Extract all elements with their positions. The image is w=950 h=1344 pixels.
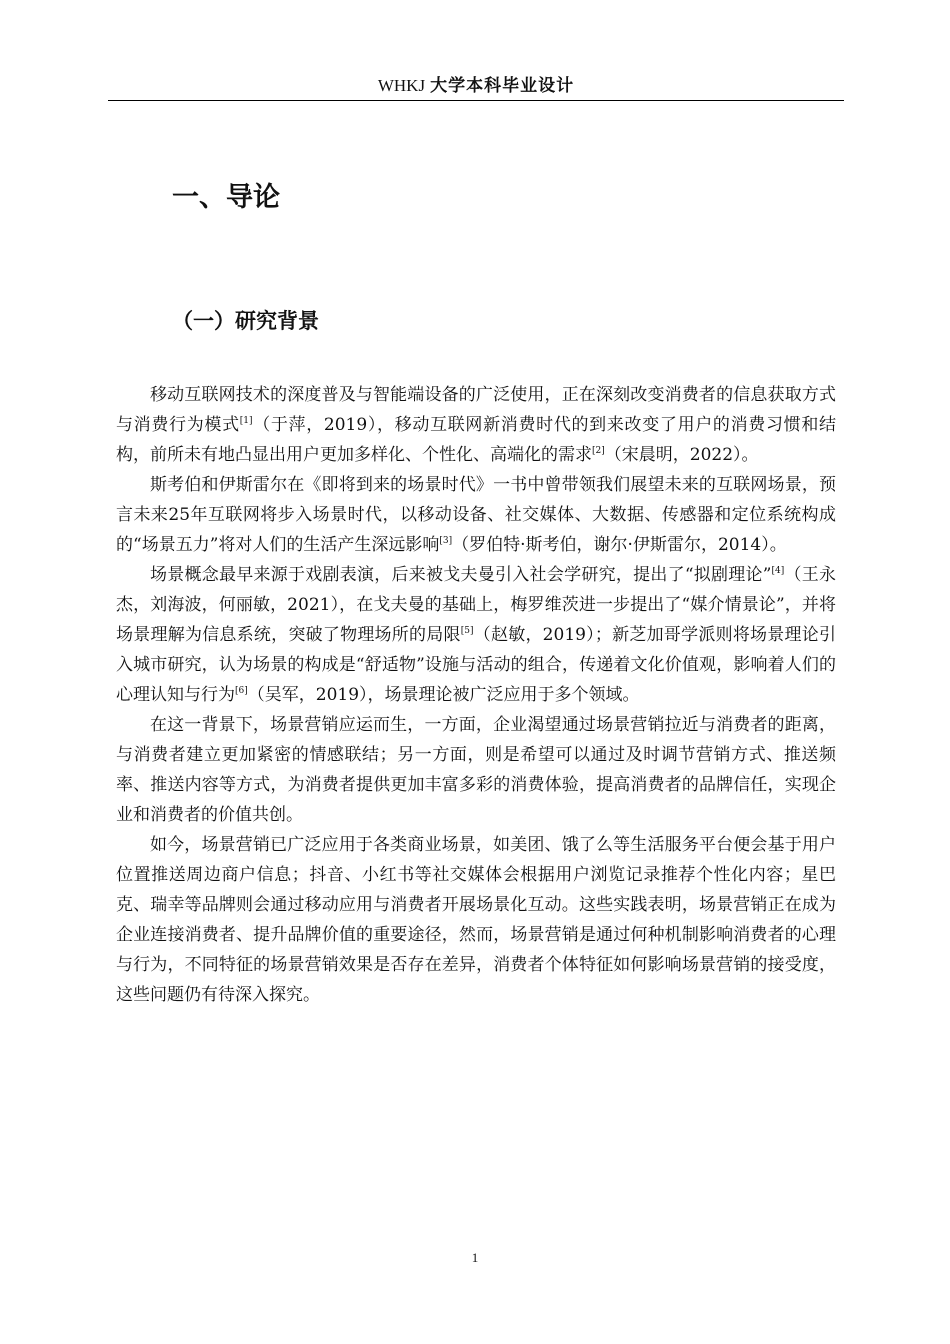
section-heading: （一）研究背景 (172, 309, 319, 333)
text-run: 在这一背景下，场景营销应运而生，一方面，企业渴望通过场景营销拉近与消费者的距离，与消费者建立更加紧密的情感联结；另一方面，则是希望可以通过及时调节营销方式、推送频率、推送内容等方式，为消费者提供更加丰富多彩的消费体验，提高消费者的品牌信任，实现企业和消费者的价值共创。 (116, 715, 836, 825)
page-number: 1 (471, 1250, 479, 1265)
citation: [3] (439, 536, 453, 546)
paragraph-5 (116, 830, 836, 1010)
paragraph-4 (116, 710, 836, 830)
text-run: 场景概念最早来源于戏剧表演，后来被戈夫曼引入社会学研究，提出了“拟剧理论” (150, 565, 772, 585)
text-run: （王永杰，刘海波，何丽敏，2021），在戈夫曼的基础上，梅罗维茨进一步提出了“媒介情景论”，并将场景理解为信息系统，突破了物理场所的局限 (116, 565, 836, 645)
text-run: （于萍，2019），移动互联网新消费时代的到来改变了用户的消费习惯和结构，前所未有地凸显出用户更加多样化、个性化、高端化的需求 (116, 415, 837, 465)
header-title: 大学本科毕业设计 (430, 76, 575, 96)
paragraph-2 (116, 470, 836, 560)
text-run: （吴军，2019），场景理论被广泛应用于多个领域。 (247, 685, 640, 705)
body-text (116, 380, 836, 1010)
text-run: （赵敏，2019）；新芝加哥学派则将场景理论引入城市研究，认为场景的构成是“舒适物”设施与活动的组合，传递着文化价值观，影响着人们的心理认知与行为 (116, 625, 837, 705)
text-run: （罗伯特·斯考伯，谢尔·伊斯雷尔，2014）。 (452, 535, 787, 555)
citation: [4] (771, 566, 785, 576)
text-run: 斯考伯和伊斯雷尔在《即将到来的场景时代》一书中曾带领我们展望未来的互联网场景，预言未来25年互联网将步入场景时代，以移动设备、社交媒体、大数据、传感器和定位系统构成的“场景五力”将对人们的生活产生深远影响 (116, 475, 836, 555)
text-run: （宋晨明，2022）。 (604, 445, 759, 465)
paragraph-3 (116, 560, 836, 710)
text-run: 移动互联网技术的深度普及与智能端设备的广泛使用，正在深刻改变消费者的信息获取方式与消费行为模式 (116, 385, 836, 435)
page-header (108, 72, 844, 101)
text-run: 如今，场景营销已广泛应用于各类商业场景，如美团、饿了么等生活服务平台便会基于用户位置推送周边商户信息；抖音、小红书等社交媒体会根据用户浏览记录推荐个性化内容；星巴克、瑞幸等品牌则会通过移动应用与消费者开展场景化互动。这些实践表明，场景营销正在成为企业连接消费者、提升品牌价值的重要途径，然而，场景营销是通过何种机制影响消费者的心理与行为，不同特征的场景营销效果是否存在差异，消费者个体特征如何影响场景营销的接受度，这些问题仍有待深入探究。 (116, 835, 836, 1005)
paragraph-1 (116, 380, 836, 470)
citation: [2] (592, 446, 605, 456)
citation: [6] (235, 686, 248, 696)
citation: [5] (460, 626, 474, 636)
header-brand: WHKJ (377, 76, 426, 95)
chapter-heading: 一、导论 (172, 182, 280, 213)
citation: [1] (239, 416, 253, 426)
